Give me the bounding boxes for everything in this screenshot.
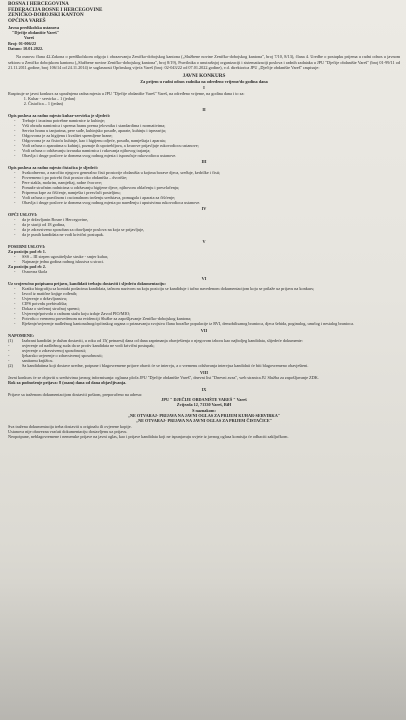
list-item: - Pere stakla, mokrim, namještaj, radne čvorove;	[22, 180, 400, 185]
section-heading: OPĆI USLOVI:	[8, 211, 38, 217]
condition-list	[8, 217, 400, 237]
document-subtitle: Za prijem u radni odnos radnika na određeno vrijeme/do godina dana	[140, 78, 268, 84]
list-item: - Povremeno i po potrebi čisti prostor oko obdaništa – dvorište;	[22, 175, 400, 180]
section-number: VI	[201, 275, 207, 281]
list-item: 1. Kuhar - servirka – 1 (jedan)	[28, 96, 400, 101]
subsection-heading: Za poziciju pod rb 1.	[8, 249, 46, 255]
document-body	[8, 2, 400, 439]
document-date: Datum: 10.01.2022.	[8, 46, 44, 52]
deadline-text: Rok za podnošenje prijava: 8 (osam) dana od dana objavljivanja.	[8, 380, 127, 386]
document-number: Broj: 01-006/22	[8, 41, 37, 47]
list-item: - SSS – III stepen ugostiteljske struke - smjer kuhar,	[22, 254, 400, 259]
section-number: VIII	[199, 369, 209, 375]
list-item: - Uvjerenje o državljanstvu;	[22, 296, 400, 301]
letterhead-line: OPĆINA VAREŠ	[8, 18, 46, 25]
closing-line: Sva tražena dokumentacija treba dostaviti u originalu ili ovjerene kopije.	[8, 424, 132, 430]
document-title: JAVNI KONKURS	[182, 72, 226, 79]
list-item: - Priprema krpe za čišćenje, namješta i presvlači posteljinu;	[22, 190, 400, 195]
note-text: uvjerenje o zdravstvenoj sposobnosti;	[22, 348, 87, 354]
section-heading: POSEBNI USLOVI:	[8, 244, 46, 250]
closing-line: Ustanova nije obavezna vraćati dokumentaciju dostavljenu uz prijavu.	[8, 429, 128, 435]
list-item: - da je punih kandidata ne vodi krivični postupak.	[22, 232, 400, 237]
address-line: S naznakom:	[192, 407, 216, 413]
section-text: Javni konkurs će se objaviti u sredstvima javnog informisanja: oglasna ploča JPU "Dječije obdanište Vareš", dnevni list "Dnevni avaz", web stranica JU Služba za zapošljavanje ZDK.	[8, 375, 319, 381]
envelope-mark: „NE OTVARAJ- PRIJAVA NA JAVNI OGLAS ZA PRIJEM KUHAR-SERVIRKA"	[127, 412, 281, 418]
list-item: - Dokaz o stečenoj stručnoj spremi;	[22, 306, 400, 311]
section-number: III	[201, 159, 207, 165]
note-dash: -	[8, 358, 10, 364]
duty-list	[8, 170, 400, 205]
note-text: uvjerenje od nadležnog suda da se protiv kandidata ne vodi krivični postupak;	[22, 343, 155, 349]
list-item: - Servira hranu u tanjurima, pere suđe, kuhinjsko posuđe, aparate, kuhinju i trpezariju;	[22, 128, 400, 133]
list-item: - Vodi računa o aparatima u kuhinji, poznaje ih upotrebljava, a kvarove prijavljuje rukovodiocu ustanove;	[22, 143, 400, 148]
list-item: - Vodi računa o pravilnom i racionalnom trošenju sredstava, pomagala i aparata za čišćenje;	[22, 195, 400, 200]
condition-list	[8, 254, 400, 264]
list-item: - Vrši obradu namirnica i sprema hranu prema jelovniku i standardima i normativima;	[22, 123, 400, 128]
letterhead-line: FEDERACIJA BOSNE I HERCEGOVINE	[8, 6, 103, 13]
closing-line: Neopotpune, neblagovremene i nemenske prijave na javni oglas, kao i prijave kandidata koji ne ispunjavaju uvjete iz javnog oglasa komisija će odbaciti zaključkom.	[8, 434, 289, 440]
list-item: - Odgovorna je za higijenu i kvalitet spremljene hrane;	[22, 133, 400, 138]
note-text: ljekarsko uvjerenje o zdravstvenoj sposobnosti;	[22, 353, 103, 359]
section-heading: Opis poslova za radno mjesto kuhar-servirka je sljedeći:	[8, 112, 111, 118]
list-item: - Svakodnevno, a naročito njegovo generalno čisti prostorije obdaništa u kojima borave djeca, sređuje, kedrilke i čisti;	[22, 170, 400, 175]
note-dash: -	[8, 348, 10, 354]
duty-list	[8, 118, 400, 158]
section-heading: Uz svojeručno potpisanu prijavu, kandidati trebaju dostaviti i sljedeću dokumentaciju:	[8, 281, 166, 287]
subsection-heading: Za poziciju pod rb 2.	[8, 264, 46, 270]
section-heading: NAPOMENE:	[8, 333, 35, 339]
list-item: - Izvod iz matične knjige rođenih;	[22, 291, 400, 296]
list-item: - Vodi računa o održavanju izvaraka namirnica i rukovanja njihovog trajanja;	[22, 148, 400, 153]
letterhead	[8, 2, 400, 51]
list-item: 2. Čistačica – 1 (jedan)	[28, 101, 400, 106]
list-item: - CIPS potvrdu prebivališta;	[22, 301, 400, 306]
address-line: Zvijezda 12, 71330 Vareš, BiH	[176, 402, 232, 408]
condition-list	[8, 269, 400, 274]
list-item: - Pomaže stručnim radnicima u održavanju higijene djece, njihovom oblačenju i presvlačenju;	[22, 185, 400, 190]
letterhead-line: Javna predškolska ustanova	[8, 24, 60, 30]
section-heading: Opis poslova za radno mjesto čistačica je sljedeći:	[8, 164, 99, 170]
note-dash: -	[8, 343, 10, 349]
list-item: - Potvrdu o vremenu provedenom na evidenciji Službe za zapošljavanje Zeničko-dobojskog kantona;	[22, 316, 400, 321]
letterhead-line: "Dječije obdanište Vareš"	[12, 29, 60, 35]
list-item: - da je stariji od 18 godina,	[22, 222, 400, 227]
list-item: - Najmanje jedna godina radnog iskustva u struci.	[22, 259, 400, 264]
letterhead-line: ZENIČKO-DOBOJSKI KANTON	[8, 12, 84, 19]
section-number: VII	[200, 327, 208, 333]
list-item: - Uvjerenje/potvrda o radnom stažu koju izdaje Zavod PIO/MIO;	[22, 311, 400, 316]
section-number: I	[203, 85, 205, 91]
envelope-mark: „NE OTVARAJ- PRIJAVA NA JAVNI OGLAS ZA PRIJEM ČISTAČICE"	[135, 417, 273, 423]
letterhead-line: BOSNA I HERCEGOVINA	[8, 1, 69, 7]
note-number: (1)	[8, 338, 13, 344]
position-list	[8, 96, 400, 106]
note-text: sanitarnu knjižicu.	[22, 358, 54, 364]
paper-shadow	[0, 580, 406, 720]
section-number: IV	[201, 206, 207, 212]
list-item: - da je zdravstveno sposoban za obavljanje poslova na koja se prijavljuje,	[22, 227, 400, 232]
section-text: Raspisuje se javni konkurs za upražnjena radna mjesta u JPU "Dječije obdanište Vareš" Vareš, na određeno vrijeme, na godina dana i to za:	[8, 90, 245, 96]
document-list	[8, 286, 400, 326]
list-item: - Rješenje/uvjerenje nadležnog kantonalnog/općinskog organa o priznavanju svojstva člana boračke populacije iz RVI, demobilisanog branioca, djeca šehida, poginulog, umrlog i nestalog branioca.	[22, 321, 400, 326]
list-item: - Trebuje i izuzima potrebne namirnice iz kuhinje;	[22, 118, 400, 123]
section-number: IX	[201, 386, 207, 392]
list-item: - Obavlja i druge poslove iz domena svog radnog mjesta po naređenju i uputstvima rukovodioca ustanove.	[22, 200, 400, 205]
section-text: Prijave sa traženom dokumentacijom dostaviti poštom, preporučeno na adresu:	[8, 392, 143, 398]
note-row	[8, 363, 400, 368]
section-number: II	[202, 107, 206, 113]
letterhead-line: Vareš	[24, 34, 35, 40]
list-item: - Odgovorna je za čistoću kuhinje, kao i higijenu odjeće, posuđa, namještaja i aparata;	[22, 138, 400, 143]
note-text: Sa kandidatima koji dostave uredne, potpune i blagovremene prijave obavit će se intervju, a o vremenu održavanja intervjua kandidati će biti blagovremeno obavješteni.	[22, 363, 309, 369]
list-item: - Osnovna škola	[22, 269, 400, 274]
intro-paragraph: Na osnovu člana 42.Zakona o predškolskom odgoju i obrazovanju Zeničko-dobojskog kantona („Službene novine Zeničko-dobojskog kantona", broj 7/10, 8/13), člana 4. Uredbe o postupku prijema u radni odnos u javnom sektoru u Zeničko dobojskom kantonu („Službene novine Zeničko-dobojskog kantona", broj 8/19), Pravilnika o unutrašnjoj organizaciji i sistematizaciji poslova i radnih zadataka u JPU "Dječije obdanište Vareš" (broj 01-99/11 od 21.11.2011.godine, broj 106/14 od 24.11.2014) te saglasnosti Općinskog vijeća Vareš (broj: 02-043/22 od 07.01.2022.godine), v.d. direktorica JPU „Dječije obdanište Vareš" raspisuje:	[8, 54, 400, 70]
notes-list	[8, 338, 400, 368]
note-dash: -	[8, 353, 10, 359]
list-item: - Kratku biografiju sa kontakt podacima kandidata, tačnom nazivom na koju poziciju se kandiduje i tačno navedenom dokumentacijom koju se prilaže uz prijavu na konkurs;	[22, 286, 400, 291]
address-line: JPU " DJEČIJE OBDANIŠTE VAREŠ " Vareš	[161, 397, 247, 403]
note-text: Izabrani kandidat je dužan dostaviti, u roku od 15( petnaest) dana od dana zaprimanja obavještenja o njegovom izboru kao najboljeg kandidata, slijedeće dokumente:	[22, 338, 303, 344]
section-number: V	[202, 238, 206, 244]
list-item: - da je državljanin Bosne i Hercegovine,	[22, 217, 400, 222]
list-item: - Obavlja i druge poslove iz domena svog radnog mjesta i isporučuje rukovodiocu ustanove.	[22, 153, 400, 158]
note-number: (2)	[8, 363, 13, 369]
